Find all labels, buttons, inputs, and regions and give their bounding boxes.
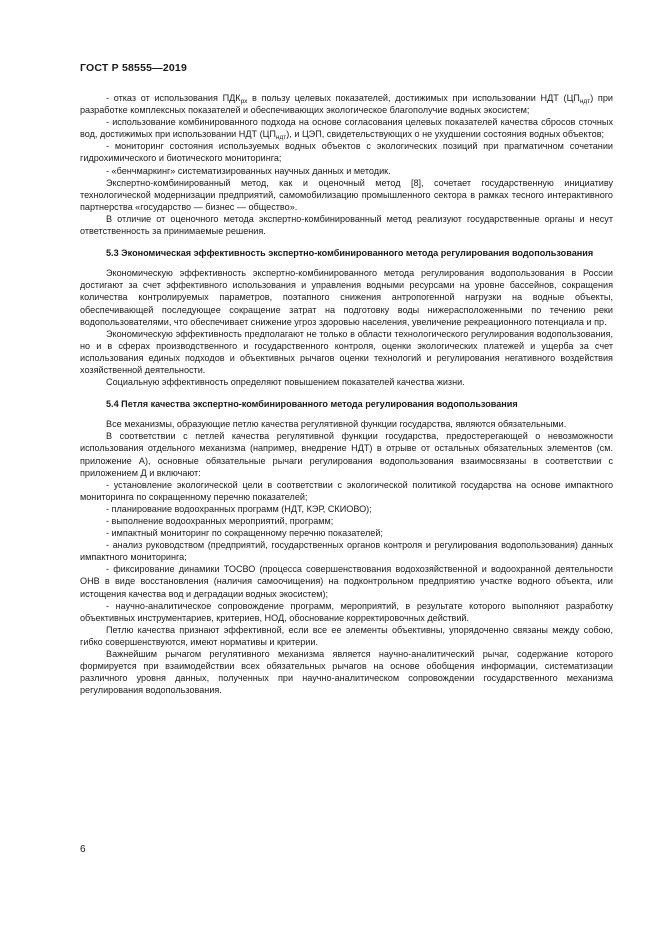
paragraph: Петлю качества признают эффективной, если все ее элементы объективны, упорядоченно связаны между собою, гибко совершенствуются, имеют нормативы и критерии.	[80, 624, 613, 647]
list-item: - «бенчмаркинг» систематизированных научных данных и методик.	[106, 165, 391, 176]
paragraph: Важнейшим рычагом регулятивного механизма является научно-аналитический рычаг, содержание которого формируется при взаимодействии всех обязательных рычагов на основе обобщения информации, систематизации различного уровня данных, полученных при научно-аналитическом сопровождении государственного механизма регулирования водопользования.	[80, 649, 613, 696]
list-item: - планирование водоохранных программ (НДТ, КЭР, СКИОВО);	[106, 503, 372, 514]
paragraph: Все механизмы, образующие петлю качества регулятивной функции государства, являются обязательными.	[106, 419, 567, 430]
paragraph: Экспертно-комбинированный метод, как и оценочный метод [8], сочетает государственную инициативу технологической модернизации предприятий, самомобилизацию промышленного сектора в рамках тесного интерактивного партнерства «государство — бизнес — общество».	[80, 177, 613, 212]
document-header: ГОСТ Р 58555—2019	[80, 62, 188, 74]
section-heading-5-4: 5.4 Петля качества экспертно-комбинированного метода регулирования водопользования	[106, 399, 518, 410]
list-item: - мониторинг состояния используемых водных объектов с экологических позиций при прагматичном сочетании гидрохимического и биотического мониторинга;	[80, 141, 613, 164]
list-item: - установление экологической цели в соответствии с экологической политикой государства на основе импактного мониторинга по сокращенному перечню показателей;	[80, 479, 613, 502]
list-item: - использование комбинированного подхода на основе согласования целевых показателей качества сбросов сточных вод, достижимых при использовании НДТ $(ЦП_{ндт})$, и ЦЭП, свидетельствующих о не ухудшении состояния водных объектов;	[80, 117, 613, 142]
paragraph: В соответствии с петлей качества регулятивной функции государства, предостерегающей о невозможности использования отдельного механизма (например, внедрение НДТ) в отрыве от остальных обязательных элементов (см. приложение А), основные обязательные рычаги регулирования водопользования взаимосвязаны в соответствии с приложением Д и включают:	[80, 431, 613, 478]
paragraph: В отличие от оценочного метода экспертно-комбинированный метод реализуют государственные органы и несут ответственность за принимаемые решения.	[80, 213, 613, 237]
paragraph: Экономическую эффективность экспертно-комбинированного метода регулирования водопользования в России достигают за счет эффективного использования и управления водными ресурсами на уровне бассейнов, сокращения количества контролируемых параметров, поэтапного снижения антропогенной нагрузки на водные объекты, обеспечивающей последующее сокращение затрат на подготовку воды нижерасположенными по течению реки водопользователями, что обеспечивает снижение угроз здоровью населения, увеличение рекреационного потенциала и пр.	[80, 268, 613, 327]
list-item: - научно-аналитическое сопровождение программ, мероприятий, в результате которого выполняют разработку объективных инструментариев, критериев, НОД, обоснование корректировочных действий.	[80, 600, 613, 623]
list-item: - фиксирование динамики ТОСВО (процесса совершенствования водохозяйственной и водоохранной деятельности ОНВ в виде восстановления (наличия самоочищения) на подконтрольном предприятию участке водного объекта, или истощения качества вод и деградации водных экосистем);	[80, 564, 613, 599]
section-heading-5-3: 5.3 Экономическая эффективность экспертно-комбинированного метода регулирования водопользования	[106, 248, 594, 259]
list-item: - анализ руководством (предприятий, государственных органов контроля и регулирования водопользования) данных импактного мониторинга;	[80, 540, 613, 563]
list-item: - импактный мониторинг по сокращенному перечню показателей;	[106, 528, 383, 539]
paragraph: Социальную эффективность определяют повышением показателей качества жизни.	[106, 377, 465, 388]
page-body	[80, 92, 613, 696]
page-number: 6	[80, 844, 86, 855]
paragraph: Экономическую эффективность предполагают не только в области технологического регулирования водопользования, но и в сферах производственного и государственного контроля, оценки экологических платежей и ущерба за счет использования единых подходов и объективных рычагов оценки технологий и регулирования негативного воздействия хозяйственной деятельности.	[80, 328, 613, 375]
list-item: - выполнение водоохранных мероприятий, программ;	[106, 516, 334, 526]
list-item: - отказ от использования $ПДК_{рх}$ в пользу целевых показателей, достижимых при использовании НДТ $(ЦП_{ндт})$ при разработке комплексных показателей и обеспечивающих экологическое благополучие водных экосистем;	[80, 93, 613, 116]
